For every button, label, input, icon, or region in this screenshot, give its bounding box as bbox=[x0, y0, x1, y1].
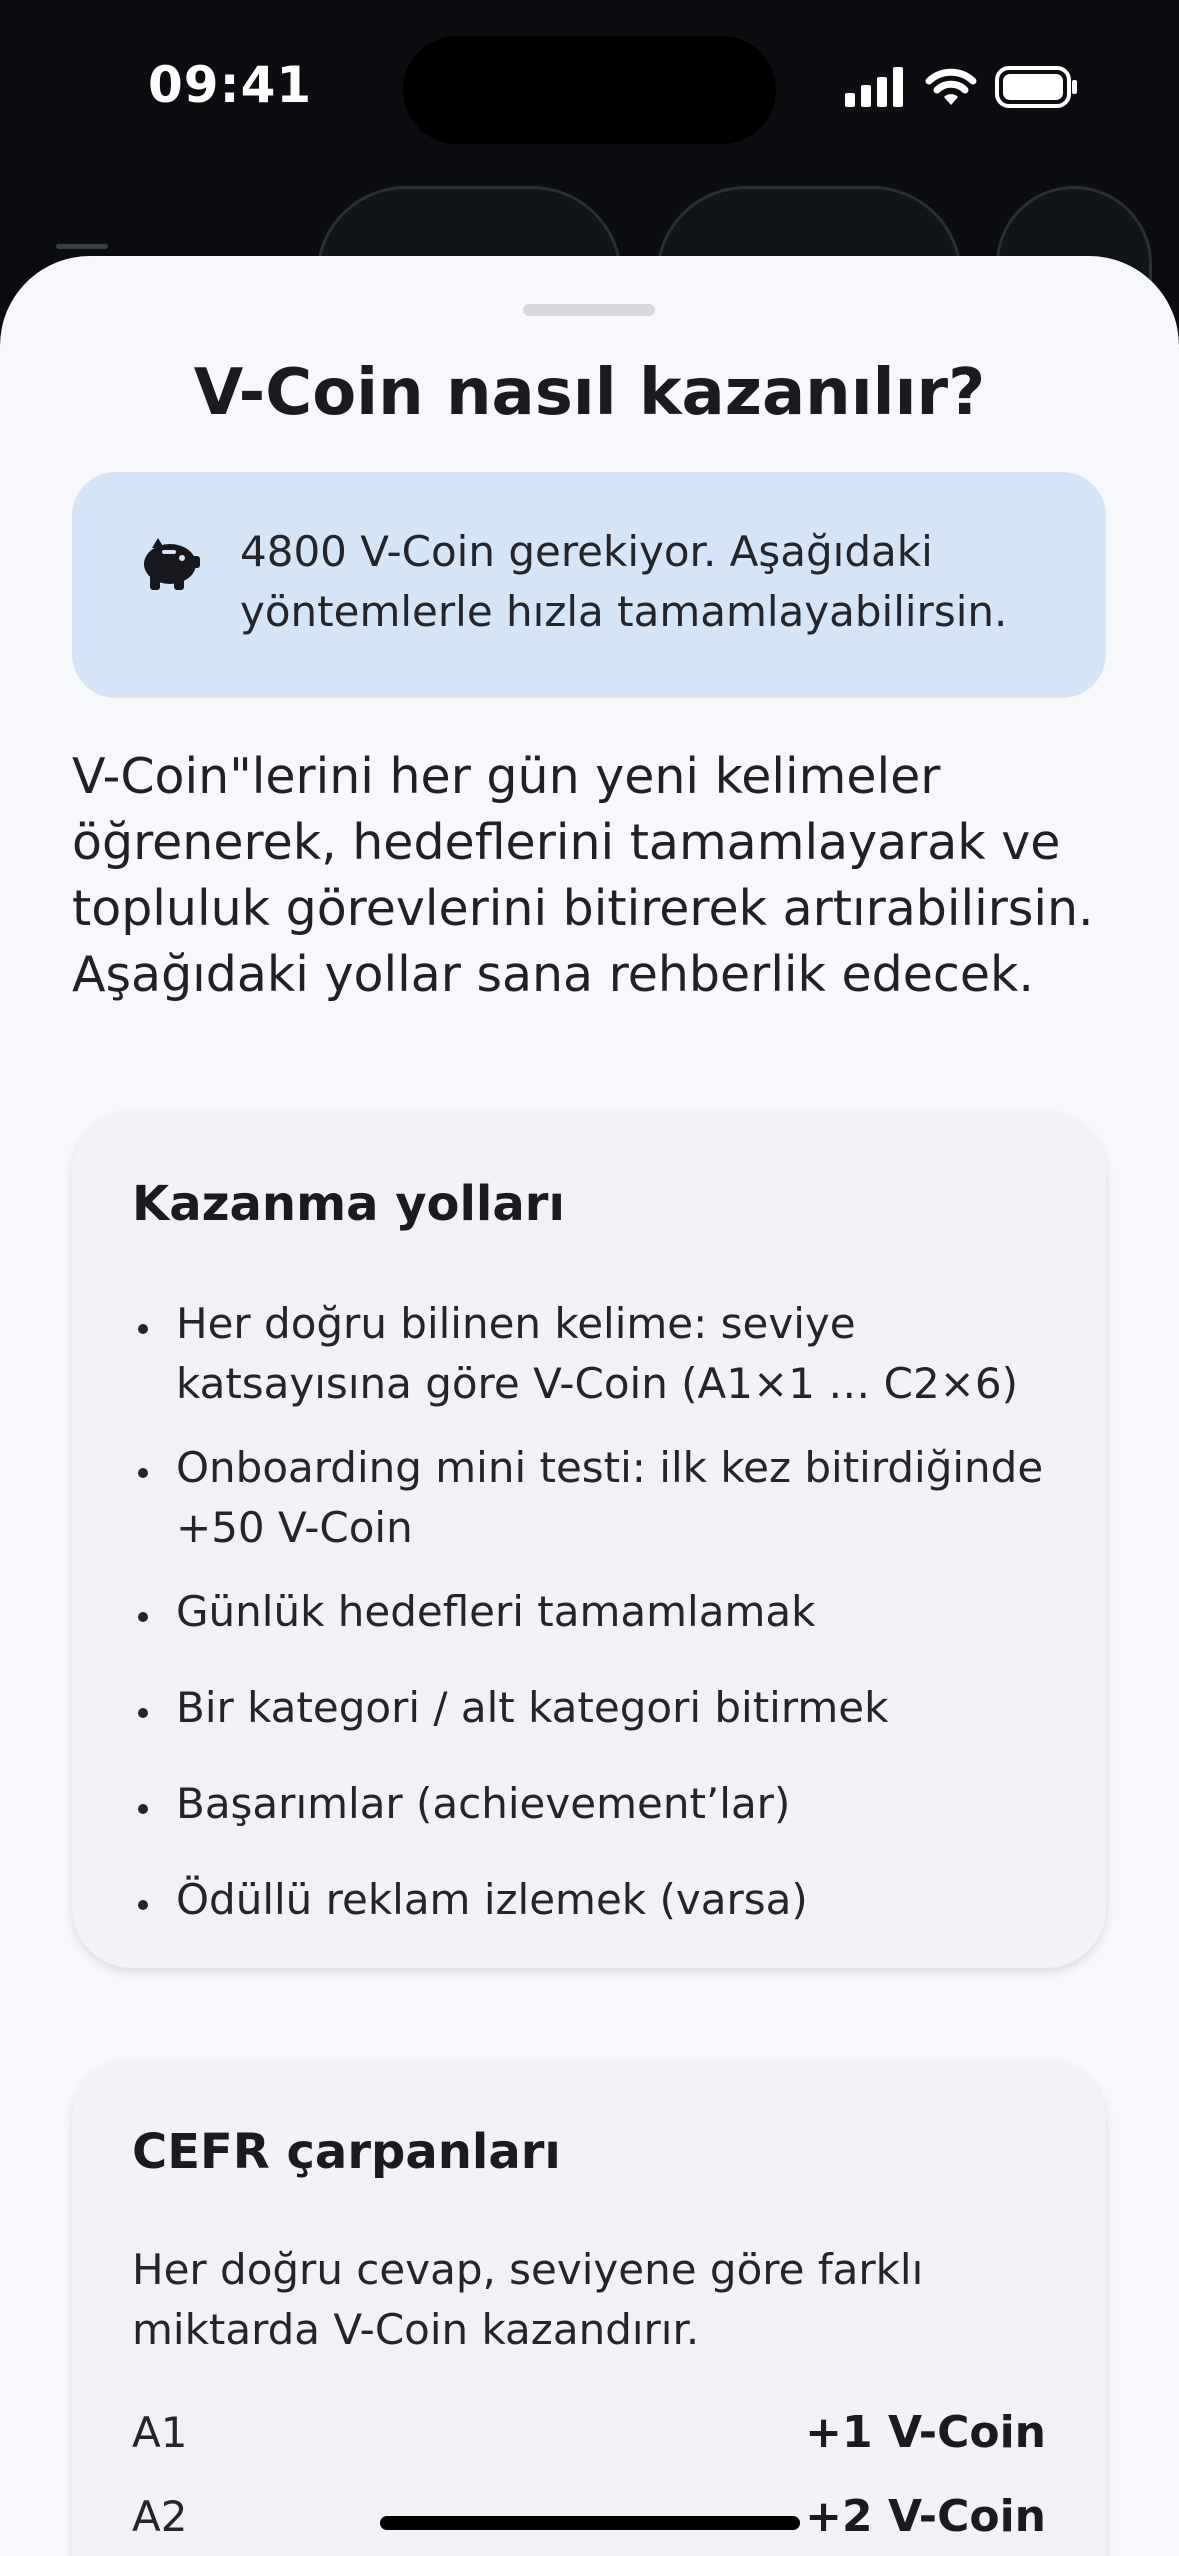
list-item: Ödüllü reklam izlemek (varsa) bbox=[132, 1870, 1072, 1930]
dynamic-island bbox=[403, 36, 776, 144]
status-icons bbox=[845, 66, 1079, 108]
sheet-title: V-Coin nasıl kazanılır? bbox=[193, 356, 986, 430]
menu-icon bbox=[56, 244, 108, 249]
sheet-grabber[interactable] bbox=[523, 304, 655, 316]
list-item: Bir kategori / alt kategori bitirmek bbox=[132, 1678, 1072, 1738]
earning-ways-title: Kazanma yolları bbox=[132, 1176, 565, 1232]
cefr-level: A1 bbox=[132, 2407, 188, 2457]
info-text: 4800 V-Coin gerekiyor. Aşağıdaki yöntemlerle hızla tamamlayabilirsin. bbox=[240, 527, 1008, 636]
cefr-description: Her doğru cevap, seviyene göre farklı miktarda V-Coin kazandırır. bbox=[132, 2245, 924, 2354]
status-bar bbox=[0, 0, 1179, 170]
list-item: Günlük hedefleri tamamlamak bbox=[132, 1582, 1072, 1642]
cefr-value: +1 V-Coin bbox=[805, 2406, 1046, 2458]
list-item: Onboarding mini testi: ilk kez bitirdiğinde +50 V-Coin bbox=[132, 1438, 1072, 1558]
cefr-level: A2 bbox=[132, 2491, 188, 2541]
cefr-value: +2 V-Coin bbox=[805, 2490, 1046, 2542]
earning-ways-card bbox=[72, 1112, 1106, 1968]
info-banner bbox=[72, 472, 1106, 698]
home-indicator[interactable] bbox=[380, 2516, 800, 2530]
earning-ways-list bbox=[132, 1294, 1072, 1930]
wifi-icon bbox=[925, 67, 977, 107]
battery-icon bbox=[995, 66, 1079, 108]
intro-paragraph: V-Coin"lerini her gün yeni kelimeler öğrenerek, hedeflerini tamamlayarak ve topluluk görevlerini bitirerek artırabilirsin. Aşağıdaki yollar sana rehberlik edecek. bbox=[72, 748, 1094, 1003]
bottom-sheet bbox=[0, 256, 1179, 2556]
list-item: Her doğru bilinen kelime: seviye katsayısına göre V-Coin (A1×1 … C2×6) bbox=[132, 1294, 1072, 1414]
cefr-multipliers-card bbox=[72, 2060, 1106, 2556]
cefr-title: CEFR çarpanları bbox=[132, 2124, 561, 2180]
cellular-signal-icon bbox=[845, 67, 907, 107]
list-item: Başarımlar (achievement’lar) bbox=[132, 1774, 1072, 1834]
cefr-row bbox=[132, 2402, 1046, 2462]
status-time: 09:41 bbox=[148, 56, 313, 114]
piggy-bank-icon bbox=[132, 526, 204, 598]
